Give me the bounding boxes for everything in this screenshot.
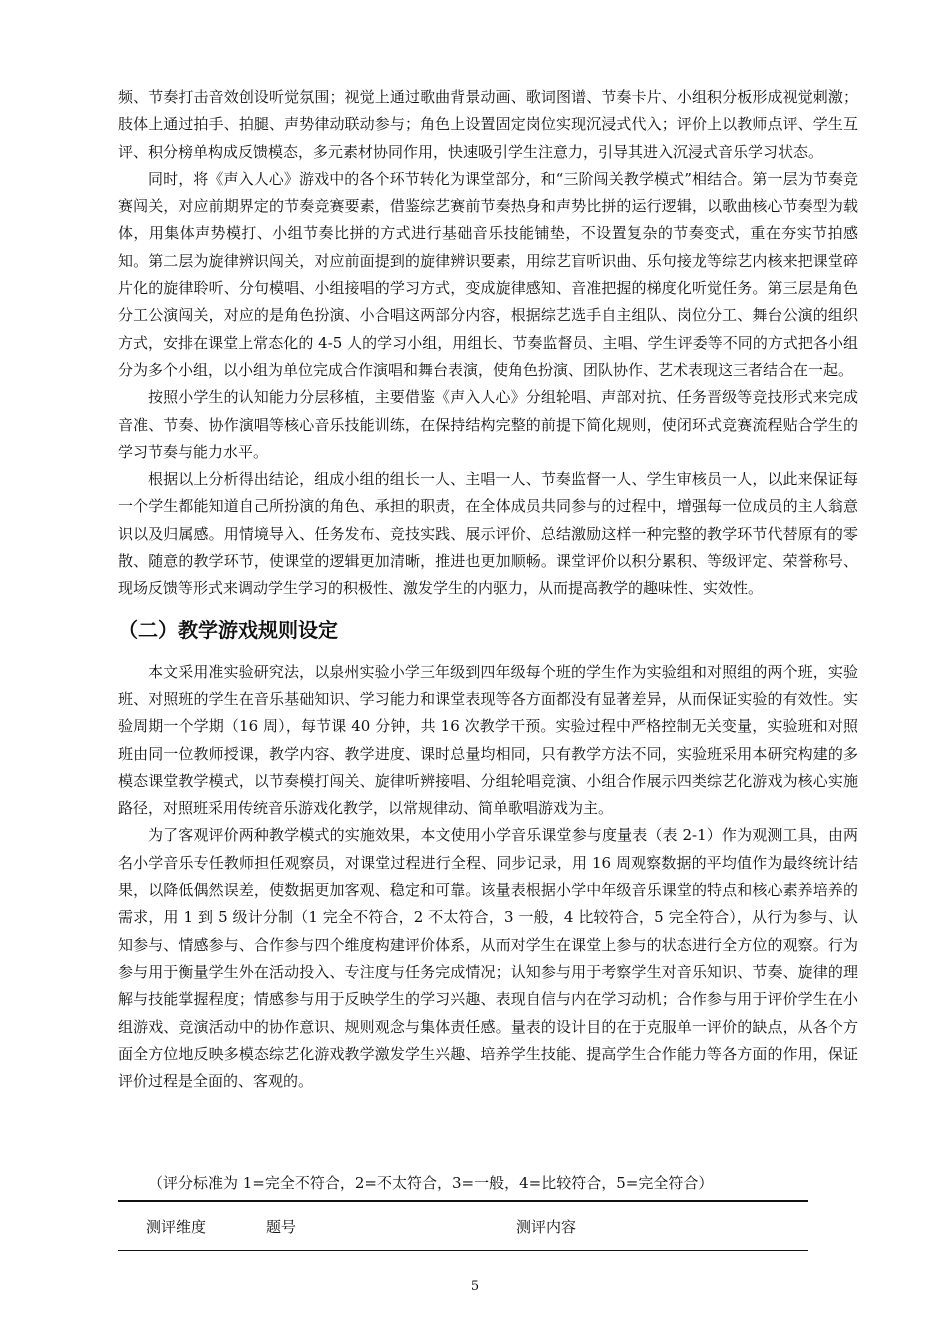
paragraph: 频、节奏打击音效创设听觉氛围；视觉上通过歌曲背景动画、歌词图谱、节奏卡片、小组积分板形成视觉刺激；肢体上通过拍手、拍腿、声势律动联动参与；角色上设置固定岗位实现沉浸式代入；评价上以教师点评、学生互评、积分榜单构成反馈模态，多元素材协同作用，快速吸引学生注意力，引导其进入沉浸式音乐学习状态。 xyxy=(118,88,858,161)
page-number: 5 xyxy=(470,1279,480,1294)
header-item-number: 题号 xyxy=(266,1217,297,1236)
paragraph: 根据以上分析得出结论，组成小组的组长一人、主唱一人、节奏监督一人、学生审核员一人，以此来保证每一个学生都能知道自己所扮演的角色、承担的职责，在全体成员共同参与的过程中，增强每一位成员的主人翁意识以及归属感。用情境导入、任务发布、竞技实践、展示评价、总结激励这样一种完整的教学环节代替原有的零散、随意的教学环节，使课堂的逻辑更加清晰，推进也更加顺畅。课堂评价以积分累积、等级评定、荣誉称号、现场反馈等形式来调动学生学习的积极性、激发学生的内驱力，从而提高教学的趣味性、实效性。 xyxy=(118,470,858,598)
table-header-row xyxy=(118,1201,808,1251)
header-dimension: 测评维度 xyxy=(146,1217,207,1236)
scale-table xyxy=(118,1200,808,1251)
table-caption: （评分标准为 1=完全不符合，2=不太符合，3=一般，4=比较符合，5=完全符合） xyxy=(148,1174,714,1192)
header-content: 测评内容 xyxy=(516,1217,577,1236)
body-text xyxy=(118,84,858,1095)
paragraph: 按照小学生的认知能力分层移植，主要借鉴《声入人心》分组轮唱、声部对抗、任务晋级等竞技形式来完成音准、节奏、协作演唱等核心音乐技能训练，在保持结构完整的前提下简化规则，使闭环式竞赛流程贴合学生的学习节奏与能力水平。 xyxy=(118,388,858,461)
paragraph: 同时，将《声入人心》游戏中的各个环节转化为课堂部分，和“三阶闯关教学模式”相结合。第一层为节奏竞赛闯关，对应前期界定的节奏竞赛要素，借鉴综艺赛前节奏热身和声势比拼的运行逻辑，以歌曲核心节奏型为载体，用集体声势模打、小组节奏比拼的方式进行基础音乐技能铺垫，不设置复杂的节奏变式，重在夯实节拍感知。第二层为旋律辨识闯关，对应前面提到的旋律辨识要素，用综艺盲听识曲、乐句接龙等综艺内核来把课堂碎片化的旋律聆听、分句模唱、小组接唱的学习方式，变成旋律感知、音准把握的梯度化听觉任务。第三层是角色分工公演闯关，对应的是角色扮演、小合唱这两部分内容，根据综艺选手自主组队、岗位分工、舞台公演的组织方式，安排在课堂上常态化的 4-5 人的学习小组，用组长、节奏监督员、主唱、学生评委等不同的方式把各小组分为多个小组，以小组为单位完成合作演唱和舞台表演，使角色扮演、团队协作、艺术表现这三者结合在一起。 xyxy=(118,169,858,379)
section-heading: （二）教学游戏规则设定 xyxy=(118,617,338,642)
paragraph: 本文采用准实验研究法，以泉州实验小学三年级到四年级每个班的学生作为实验组和对照组的两个班，实验班、对照班的学生在音乐基础知识、学习能力和课堂表现等各方面都没有显著差异，从而保证实验的有效性。实验周期一个学期（16 周），每节课 40 分钟，共 16 次教学干预。实验过程中严格控制无关变量，实验班和对照班由同一位教师授课，教学内容、教学进度、课时总量均相同，只有教学方法不同，实验班采用本研究构建的多模态课堂教学模式，以节奏模打闯关、旋律听辨接唱、分组轮唱竞演、小组合作展示四类综艺化游戏为核心实施路径，对照班采用传统音乐游戏化教学，以常规律动、简单歌唱游戏为主。 xyxy=(118,662,858,818)
paragraph: 为了客观评价两种教学模式的实施效果，本文使用小学音乐课堂参与度量表（表 2-1）作为观测工具，由两名小学音乐专任教师担任观察员，对课堂过程进行全程、同步记录，用 16 周观察数据的平均值作为最终统计结果，以降低偶然误差，使数据更加客观、稳定和可靠。该量表根据小学中年级音乐课堂的特点和核心素养培养的需求，用 1 到 5 级计分制（1 完全不符合，2 不太符合，3 一般，4 比较符合，5 完全符合），从行为参与、认知参与、情感参与、合作参与四个维度构建评价体系，从而对学生在课堂上参与的状态进行全方位的观察。行为参与用于衡量学生外在活动投入、专注度与任务完成情况；认知参与用于考察学生对音乐知识、节奏、旋律的理解与技能掌握程度；情感参与用于反映学生的学习兴趣、表现自信与内在学习动机；合作参与用于评价学生在小组游戏、竞演活动中的协作意识、规则观念与集体责任感。量表的设计目的在于克服单一评价的缺点，从各个方面全方位地反映多模态综艺化游戏教学激发学生兴趣、培养学生技能、提高学生合作能力等各方面的作用，保证评价过程是全面的、客观的。 xyxy=(118,826,858,1091)
scale-table-section xyxy=(118,1172,808,1251)
